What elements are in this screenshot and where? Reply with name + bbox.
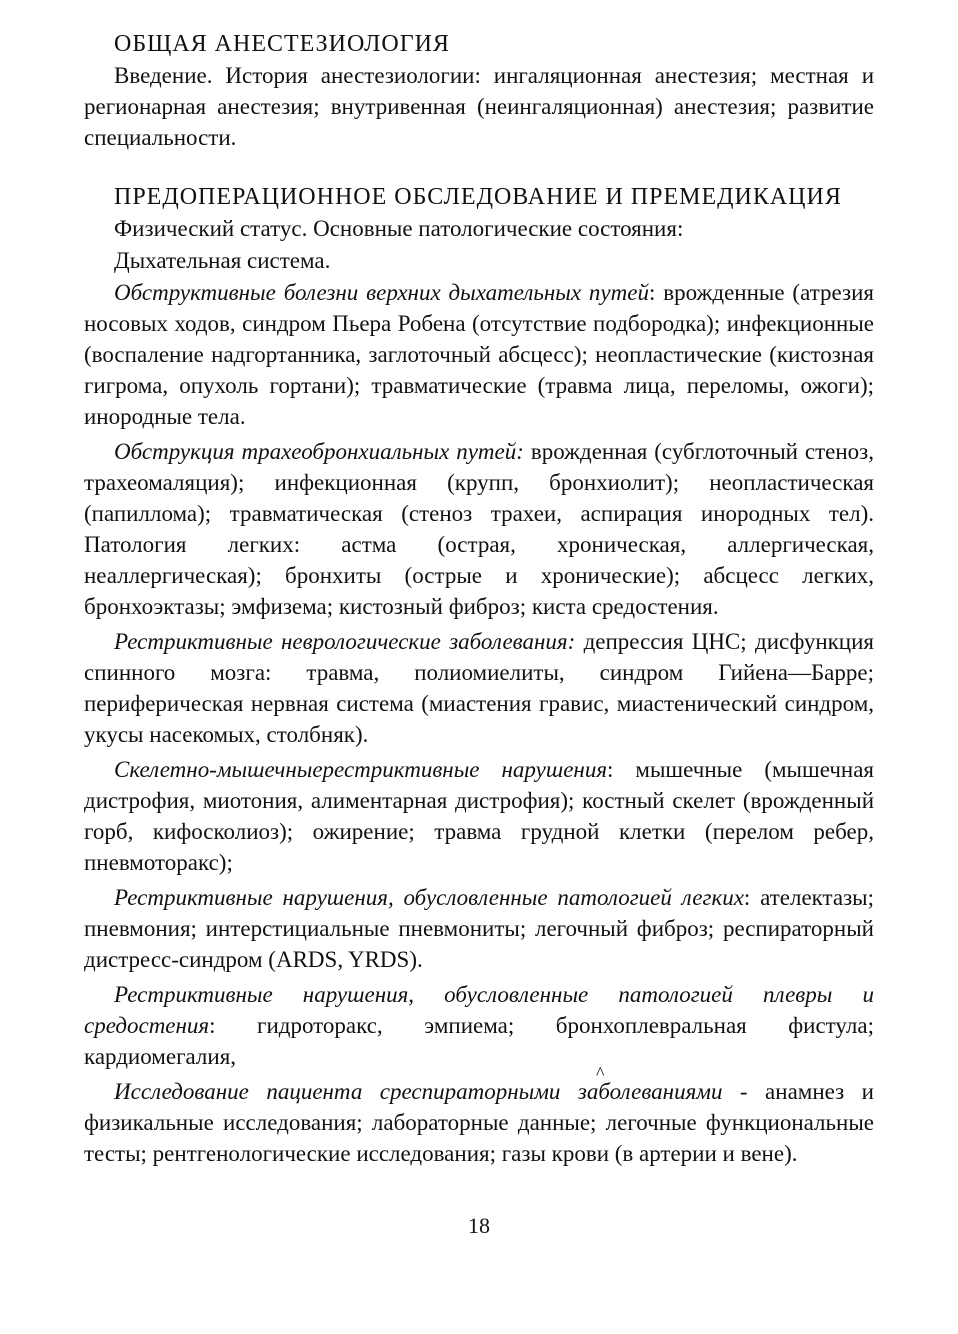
paragraph-musculoskeletal — [84, 754, 874, 878]
intro-paragraph: Введение. История анестезиологии: ингаляционная анестезия; местная и регионарная анестезия; внутривенная (неингаляционная) анестезия; развитие специальности. — [84, 63, 874, 150]
paragraph-neurological — [84, 626, 874, 750]
text-upper-airway: : врожденные (атрезия носовых ходов, синдром Пьера Робена (отсутствие подбородка); инфекционные (воспаление надгортанника, заглоточный абсцесс); неопластические (кистозная гигрома, опухоль гортани); травматические (травма лица, переломы, ожоги); инородные тела. — [84, 280, 874, 429]
term-musculoskeletal: Скелетно-мышечныерестриктивные нарушения — [114, 757, 608, 782]
paragraph-upper-airway — [84, 277, 874, 432]
text-lung-pathology: : ателектазы; пневмония; интерстициальные пневмониты; легочный фиброз; респираторный дистресс-синдром (ARDS, YRDS). — [84, 885, 874, 972]
term-upper-airway: Обструктивные болезни верхних дыхательных путей — [114, 280, 649, 305]
text-pleura-pathology: : гидроторакс, эмпиема; бронхоплевральная фистула; кардиомегалия, — [84, 1013, 874, 1069]
paragraph-pleura-pathology — [84, 979, 874, 1072]
paragraph-lung-pathology — [84, 882, 874, 975]
text-musculoskeletal: : мышечные (мышечная дистрофия, миотония, алиментарная дистрофия); костный скелет (врожденный горб, кифосколиоз); ожирение; травма грудной клетки (перелом ребер, пневмоторакс); — [84, 757, 874, 875]
text-tracheobronchial: врожденная (субглоточный стеноз, трахеомаляция); инфекционная (крупп, бронхиолит); неопластическая (папиллома); травматическая (стеноз трахеи, аспирация инородных тел). Патология легких: астма (острая, хроническая, аллергическая, неаллергическая); бронхиты (острые и хронические); абсцесс легких, бронхоэктазы; эмфизема; кистозный фиброз; киста средостения. — [84, 439, 874, 619]
page-number: 18 — [468, 1213, 490, 1238]
term-patient-examination: Исследование пациента среспираторными заболеваниями — [114, 1079, 723, 1104]
term-tracheobronchial: Обструкция трахеобронхиальных путей: — [114, 439, 524, 464]
term-pleura-pathology: Рестриктивные нарушения, обусловленные патологией плевры и средостения — [84, 982, 874, 1038]
section-heading-general-anesthesiology: ОБЩАЯ АНЕСТЕЗИОЛОГИЯ — [114, 31, 450, 57]
physical-status-line: Физический статус. Основные патологические состояния: — [114, 216, 684, 241]
respiratory-system-line: Дыхательная система. — [114, 248, 331, 273]
paragraph-tracheobronchial — [84, 436, 874, 622]
paragraph-patient-examination — [84, 1076, 874, 1169]
term-lung-pathology: Рестриктивные нарушения, обусловленные патологией легких — [114, 885, 744, 910]
text-patient-examination: - анамнез и физикальные исследования; лабораторные данные; легочные функциональные тесты; рентгенологические исследования; газы крови (в артерии и вене). — [84, 1079, 874, 1166]
text-neurological: депрессия ЦНС; дисфункция спинного мозга: травма, полиомиелиты, синдром Гийена—Барре; периферическая нервная система (миастения гравис, миастенический синдром, укусы насекомых, столбняк). — [84, 629, 874, 747]
term-neurological: Рестриктивные неврологические заболевания: — [114, 629, 576, 654]
caret-mark: ^ — [596, 1063, 605, 1083]
section-heading-preoperative: ПРЕДОПЕРАЦИОННОЕ ОБСЛЕДОВАНИЕ И ПРЕМЕДИКАЦИЯ — [114, 184, 842, 210]
